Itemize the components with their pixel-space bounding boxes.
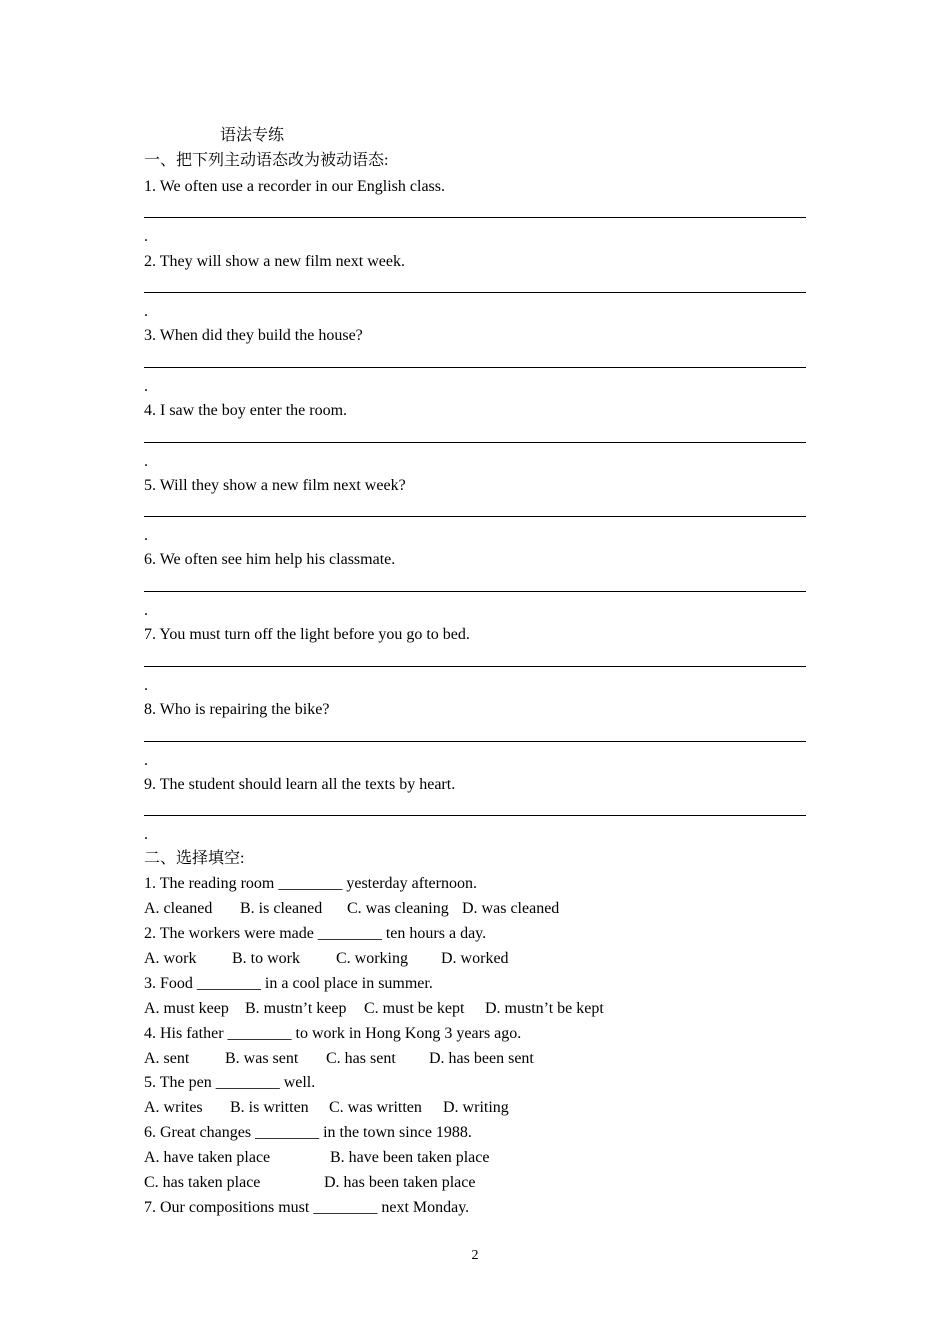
sentence: 6. We often see him help his classmate. bbox=[144, 551, 396, 568]
end-mark: . bbox=[144, 677, 148, 694]
section2-heading: 二、选择填空: bbox=[144, 850, 245, 867]
answer-line[interactable] bbox=[144, 292, 806, 293]
question-text: 1. The reading room ________ yesterday afternoon. bbox=[144, 875, 477, 892]
sentence: 1. We often use a recorder in our English class. bbox=[144, 178, 445, 195]
sentence: 2. They will show a new film next week. bbox=[144, 253, 405, 270]
option-c[interactable]: C. was written bbox=[329, 1099, 422, 1116]
end-mark: . bbox=[144, 826, 148, 843]
option-a[interactable]: A. sent bbox=[144, 1050, 190, 1067]
option-b[interactable]: B. is cleaned bbox=[240, 900, 323, 917]
option-a[interactable]: A. work bbox=[144, 950, 197, 967]
option-b[interactable]: B. mustn’t keep bbox=[245, 1000, 347, 1017]
end-mark: . bbox=[144, 453, 148, 470]
option-d[interactable]: D. mustn’t be kept bbox=[485, 1000, 604, 1017]
option-c[interactable]: C. has sent bbox=[326, 1050, 396, 1067]
end-mark: . bbox=[144, 602, 148, 619]
option-d[interactable]: D. has been sent bbox=[429, 1050, 534, 1067]
end-mark: . bbox=[144, 752, 148, 769]
option-c[interactable]: C. working bbox=[336, 950, 408, 967]
answer-line[interactable] bbox=[144, 666, 806, 667]
option-d[interactable]: D. worked bbox=[441, 950, 509, 967]
option-c[interactable]: C. must be kept bbox=[364, 1000, 465, 1017]
answer-line[interactable] bbox=[144, 815, 806, 816]
sentence: 3. When did they build the house? bbox=[144, 327, 363, 344]
section1-heading: 一、把下列主动语态改为被动语态: bbox=[144, 152, 389, 169]
question-text: 6. Great changes ________ in the town since 1988. bbox=[144, 1124, 472, 1141]
sentence: 9. The student should learn all the texts by heart. bbox=[144, 776, 456, 793]
question-text: 5. The pen ________ well. bbox=[144, 1074, 316, 1091]
answer-line[interactable] bbox=[144, 442, 806, 443]
question-text: 2. The workers were made ________ ten hours a day. bbox=[144, 925, 487, 942]
question-text: 4. His father ________ to work in Hong Kong 3 years ago. bbox=[144, 1025, 522, 1042]
option-c[interactable]: C. has taken place bbox=[144, 1174, 261, 1191]
question-text: 3. Food ________ in a cool place in summer. bbox=[144, 975, 433, 992]
answer-line[interactable] bbox=[144, 217, 806, 218]
option-a[interactable]: A. writes bbox=[144, 1099, 203, 1116]
end-mark: . bbox=[144, 228, 148, 245]
sentence: 8. Who is repairing the bike? bbox=[144, 701, 330, 718]
option-a[interactable]: A. cleaned bbox=[144, 900, 213, 917]
question-text: 7. Our compositions must ________ next Monday. bbox=[144, 1199, 470, 1216]
end-mark: . bbox=[144, 378, 148, 395]
sentence: 5. Will they show a new film next week? bbox=[144, 477, 406, 494]
sentence: 4. I saw the boy enter the room. bbox=[144, 402, 348, 419]
page-title: 语法专练 bbox=[220, 127, 285, 144]
option-a[interactable]: A. must keep bbox=[144, 1000, 229, 1017]
option-b[interactable]: B. is written bbox=[230, 1099, 309, 1116]
end-mark: . bbox=[144, 303, 148, 320]
option-b[interactable]: B. was sent bbox=[225, 1050, 299, 1067]
option-a[interactable]: A. have taken place bbox=[144, 1149, 271, 1166]
answer-line[interactable] bbox=[144, 367, 806, 368]
option-c[interactable]: C. was cleaning bbox=[347, 900, 449, 917]
page-number: 2 bbox=[471, 1248, 479, 1263]
option-d[interactable]: D. has been taken place bbox=[324, 1174, 476, 1191]
end-mark: . bbox=[144, 527, 148, 544]
option-d[interactable]: D. was cleaned bbox=[462, 900, 560, 917]
answer-line[interactable] bbox=[144, 591, 806, 592]
answer-line[interactable] bbox=[144, 741, 806, 742]
sentence: 7. You must turn off the light before you go to bed. bbox=[144, 626, 470, 643]
option-b[interactable]: B. to work bbox=[232, 950, 300, 967]
option-d[interactable]: D. writing bbox=[443, 1099, 509, 1116]
answer-line[interactable] bbox=[144, 516, 806, 517]
option-b[interactable]: B. have been taken place bbox=[330, 1149, 490, 1166]
